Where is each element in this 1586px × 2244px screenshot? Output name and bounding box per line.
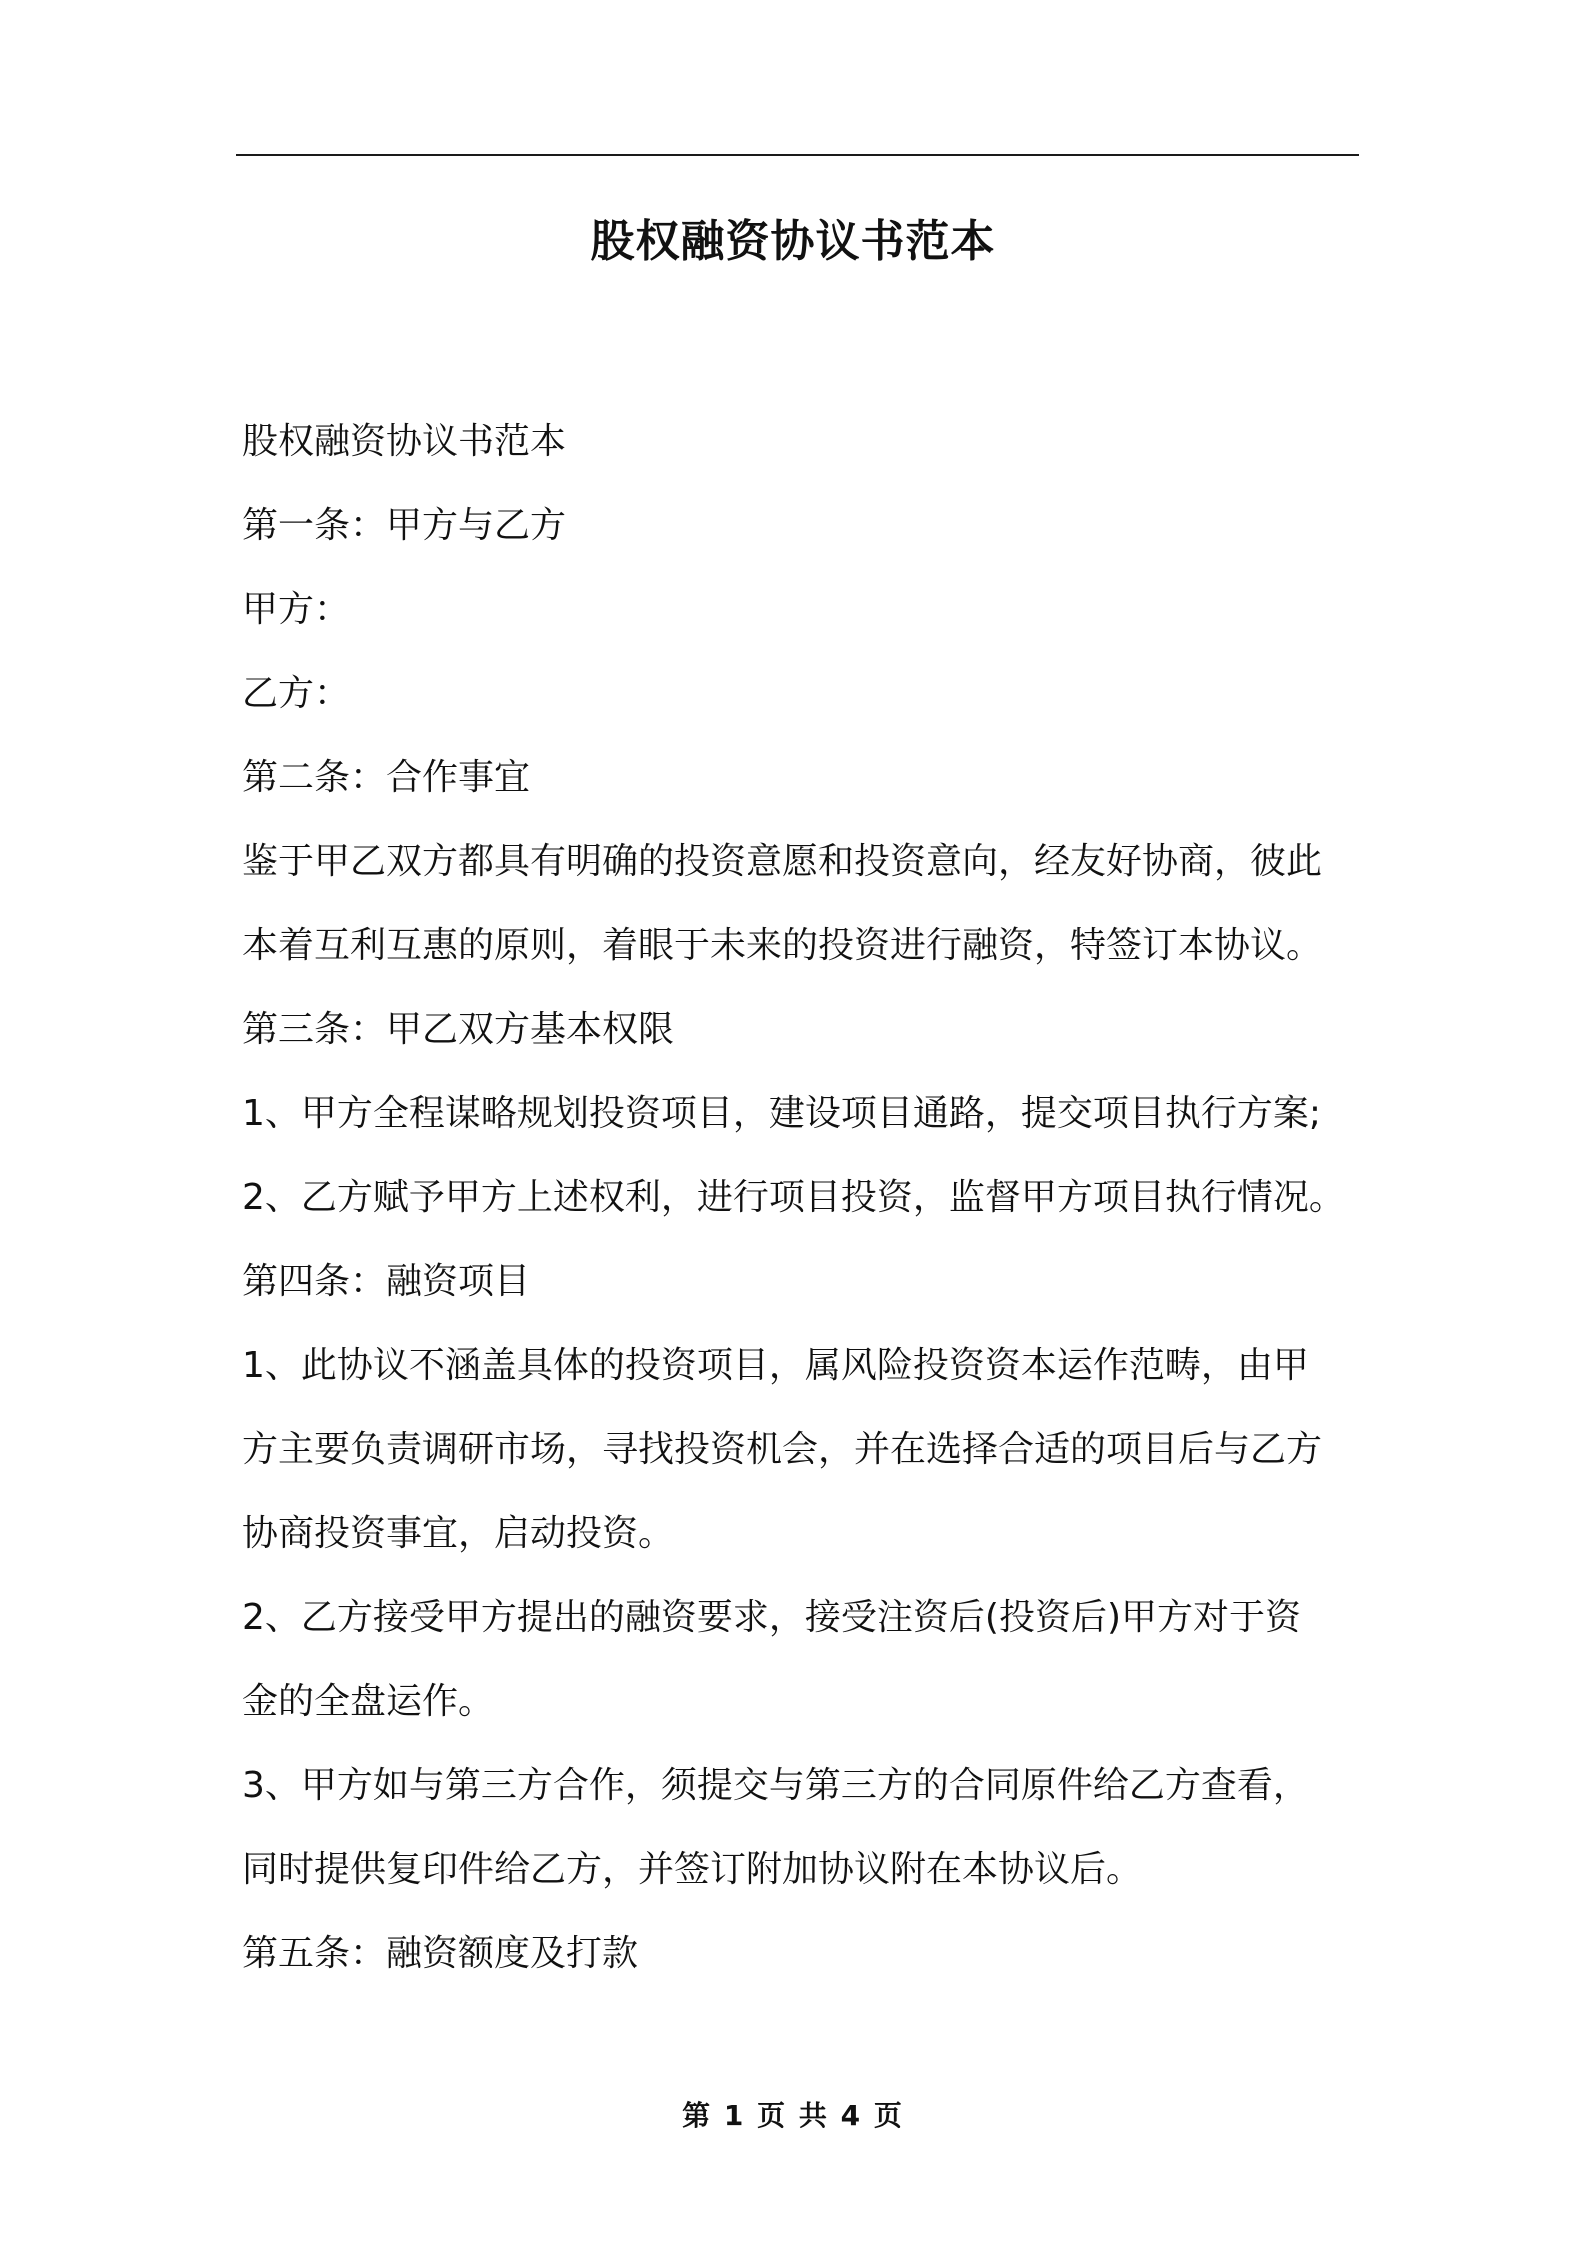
body-line: 同时提供复印件给乙方，并签订附加协议附在本协议后。 — [242, 1849, 1143, 1890]
section-heading: 第五条：融资额度及打款 — [242, 1933, 639, 1974]
body-line: 3、甲方如与第三方合作，须提交与第三方的合同原件给乙方查看， — [242, 1765, 1309, 1806]
body-line: 协商投资事宜，启动投资。 — [242, 1513, 675, 1554]
section-heading: 第一条：甲方与乙方 — [242, 505, 567, 546]
document-title: 股权融资协议书范本 — [590, 216, 996, 267]
body-line: 甲方： — [242, 589, 351, 630]
body-line: 乙方： — [242, 673, 351, 714]
section-heading: 第二条：合作事宜 — [242, 757, 531, 798]
body-line: 2、乙方接受甲方提出的融资要求，接受注资后(投资后)甲方对于资 — [242, 1597, 1301, 1638]
page-number: 第 1 页 共 4 页 — [682, 2099, 904, 2132]
body-line: 1、此协议不涵盖具体的投资项目，属风险投资资本运作范畴，由甲 — [242, 1345, 1309, 1386]
body-line: 鉴于甲乙双方都具有明确的投资意愿和投资意向，经友好协商，彼此 — [242, 841, 1323, 882]
section-heading: 第三条：甲乙双方基本权限 — [242, 1009, 675, 1050]
body-line: 金的全盘运作。 — [242, 1681, 495, 1722]
body-line: 1、甲方全程谋略规划投资项目，建设项目通路，提交项目执行方案; — [242, 1093, 1322, 1134]
header-rule — [236, 154, 1359, 156]
body-line: 股权融资协议书范本 — [242, 421, 567, 462]
document-body — [242, 400, 1382, 1996]
section-heading: 第四条：融资项目 — [242, 1261, 531, 1302]
body-line: 2、乙方赋予甲方上述权利，进行项目投资，监督甲方项目执行情况。 — [242, 1177, 1345, 1218]
body-line: 方主要负责调研市场，寻找投资机会，并在选择合适的项目后与乙方 — [242, 1429, 1323, 1470]
body-line: 本着互利互惠的原则，着眼于未来的投资进行融资，特签订本协议。 — [242, 925, 1323, 966]
